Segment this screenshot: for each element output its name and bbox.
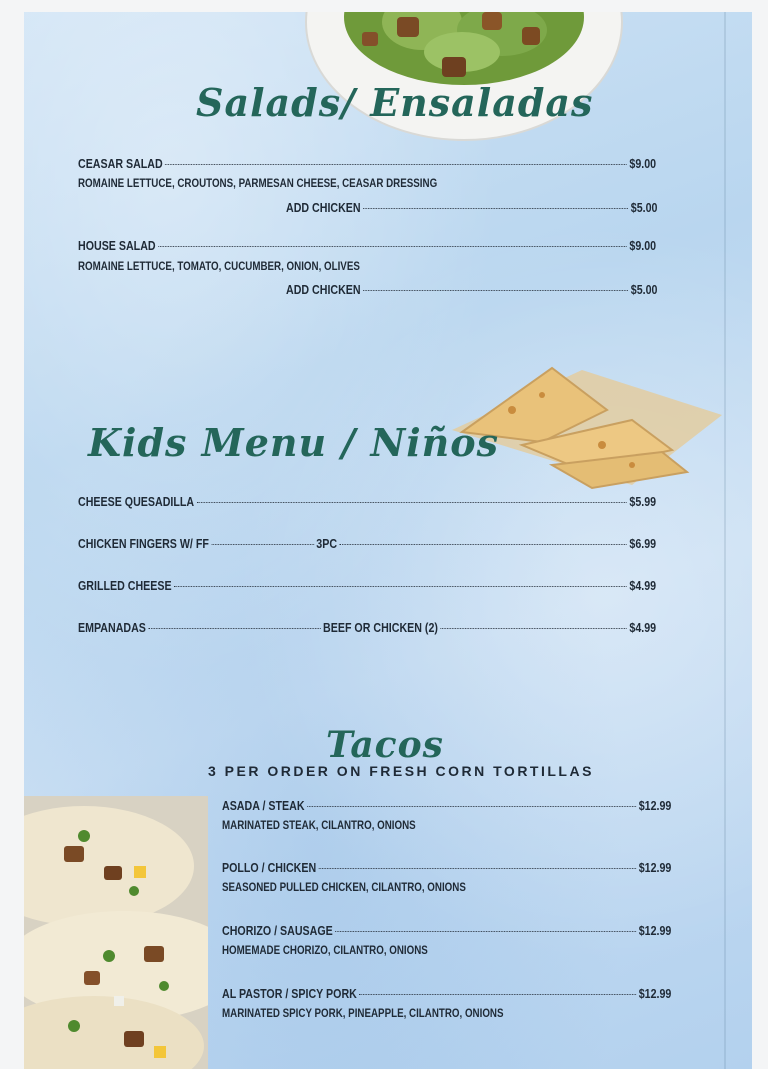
tacos-subtitle: 3 PER ORDER ON FRESH CORN TORTILLAS xyxy=(208,763,594,779)
item-note: 3PC xyxy=(316,536,338,551)
dot-leader xyxy=(165,164,627,165)
item-name: CHICKEN FINGERS W/ FF xyxy=(78,536,209,551)
tacos-photo xyxy=(24,796,208,1069)
dot-leader xyxy=(158,246,627,247)
addon-name: ADD CHICKEN xyxy=(286,282,361,297)
item-price: $12.99 xyxy=(638,798,672,813)
item-price: $12.99 xyxy=(638,986,672,1001)
dot-leader xyxy=(335,931,636,932)
addon-price: $5.00 xyxy=(630,200,658,215)
menu-item-chicken-fingers xyxy=(78,536,656,551)
kids-menu-heading: Kids Menu / Niños xyxy=(88,420,500,465)
tacos-heading: Tacos xyxy=(326,724,444,766)
menu-item-house-salad xyxy=(78,238,656,253)
item-description: MARINATED SPICY PORK, PINEAPPLE, CILANTRO, ONIONS xyxy=(222,1008,504,1020)
item-price: $5.99 xyxy=(629,494,657,509)
dot-leader xyxy=(363,208,628,209)
dot-leader xyxy=(319,868,637,869)
addon-chicken xyxy=(286,200,657,215)
dot-leader xyxy=(211,544,314,545)
menu-item-al-pastor xyxy=(222,986,671,1001)
item-description: ROMAINE LETTUCE, TOMATO, CUCUMBER, ONION, OLIVES xyxy=(78,261,360,273)
item-name: HOUSE SALAD xyxy=(78,238,156,253)
dot-leader xyxy=(340,544,627,545)
menu-item-chorizo xyxy=(222,923,671,938)
menu-item-asada xyxy=(222,798,671,813)
salads-heading: Salads/ Ensaladas xyxy=(196,80,594,125)
menu-item-ceasar-salad xyxy=(78,156,656,171)
menu-item-empanadas xyxy=(78,620,656,635)
item-name: POLLO / CHICKEN xyxy=(222,860,317,875)
item-name: ASADA / STEAK xyxy=(222,798,305,813)
menu-page xyxy=(24,12,752,1069)
addon-price: $5.00 xyxy=(630,282,658,297)
item-price: $4.99 xyxy=(629,620,657,635)
item-name: AL PASTOR / SPICY PORK xyxy=(222,986,357,1001)
item-price: $12.99 xyxy=(638,860,672,875)
addon-name: ADD CHICKEN xyxy=(286,200,361,215)
item-name: CEASAR SALAD xyxy=(78,156,163,171)
item-price: $4.99 xyxy=(629,578,657,593)
dot-leader xyxy=(148,628,320,629)
dot-leader xyxy=(440,628,627,629)
item-price: $9.00 xyxy=(629,238,657,253)
dot-leader xyxy=(197,502,627,503)
item-name: CHEESE QUESADILLA xyxy=(78,494,195,509)
item-name: GRILLED CHEESE xyxy=(78,578,172,593)
item-description: HOMEMADE CHORIZO, CILANTRO, ONIONS xyxy=(222,945,428,957)
menu-item-grilled-cheese xyxy=(78,578,656,593)
item-name: EMPANADAS xyxy=(78,620,146,635)
dot-leader xyxy=(307,806,636,807)
item-name: CHORIZO / SAUSAGE xyxy=(222,923,333,938)
dot-leader xyxy=(363,290,628,291)
item-note: BEEF OR CHICKEN (2) xyxy=(323,620,438,635)
item-price: $9.00 xyxy=(629,156,657,171)
menu-item-cheese-quesadilla xyxy=(78,494,656,509)
dot-leader xyxy=(359,994,636,995)
menu-item-pollo xyxy=(222,860,671,875)
item-description: ROMAINE LETTUCE, CROUTONS, PARMESAN CHEESE, CEASAR DRESSING xyxy=(78,178,438,190)
dot-leader xyxy=(174,586,627,587)
item-price: $12.99 xyxy=(638,923,672,938)
addon-chicken xyxy=(286,282,657,297)
item-price: $6.99 xyxy=(629,536,657,551)
paper-crease xyxy=(724,12,726,1069)
item-description: SEASONED PULLED CHICKEN, CILANTRO, ONIONS xyxy=(222,882,466,894)
item-description: MARINATED STEAK, CILANTRO, ONIONS xyxy=(222,820,416,832)
